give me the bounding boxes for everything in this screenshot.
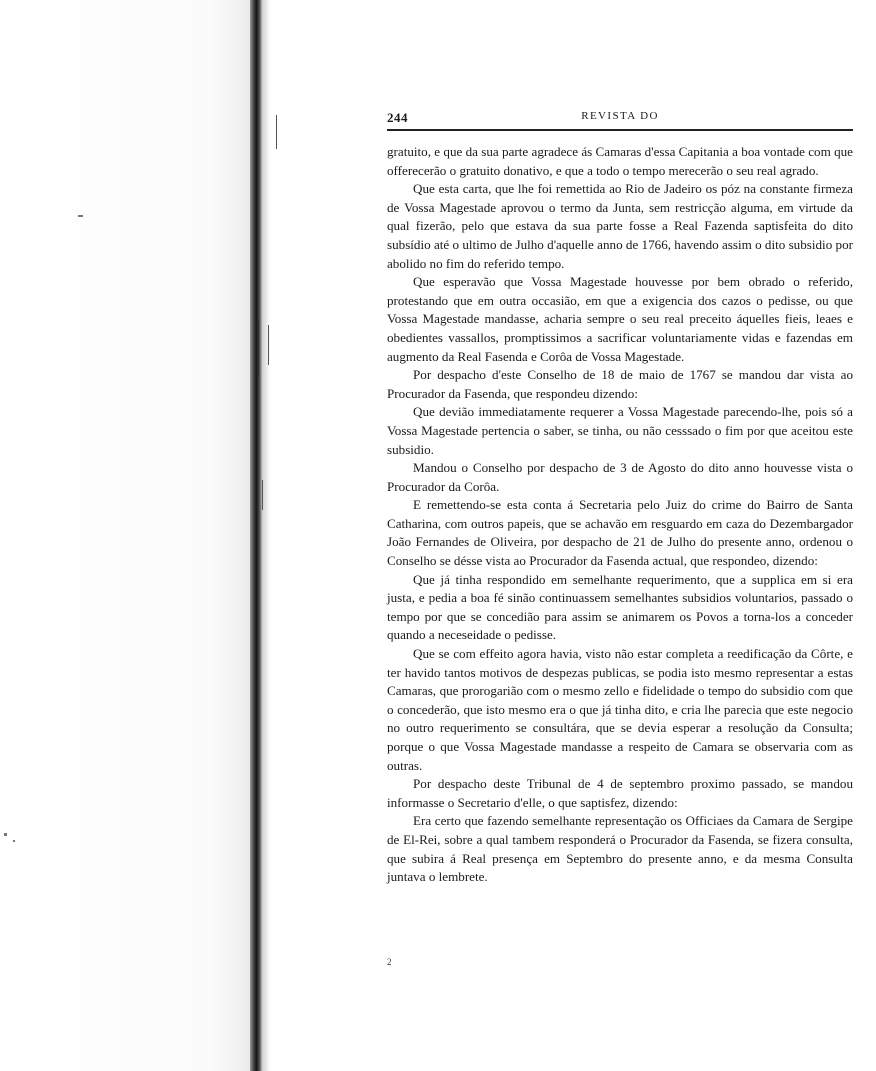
header-rule bbox=[387, 129, 853, 131]
paragraph: E remettendo-se esta conta á Secretaria pelo Juiz do crime do Bairro de Santa Catharina, com outros papeis, que se achavão em resguardo em caza do Dezembargador João Fernandes de Oliveira, por despacho de 21 de Julho do presente anno, ordenou o Conselho se désse vista ao Procurador da Fasenda actual, que respondeo, dizendo: bbox=[387, 497, 853, 569]
book-spine bbox=[250, 0, 262, 1071]
running-head: REVISTA DO bbox=[581, 110, 659, 122]
paragraph: Era certo que fazendo semelhante representação os Officiaes da Camara de Sergipe de El-Rei, sobre a qual tambem responderá o Procurador da Fasenda, se fizera consulta, que subira á Real presença em Septembro do presente anno, e da mesma Consulta juntava o lembrete. bbox=[387, 813, 853, 885]
book-page bbox=[387, 108, 853, 887]
scan-mark bbox=[262, 480, 263, 510]
paragraph: Que já tinha respondido em semelhante requerimento, que a supplica em si era justa, e pedia a boa fé sinão continuassem semelhantes subsidios voluntarios, passado o tempo por que se concedião para assim se animarem os Povos a torna-los a conceder quando a neceseidade o pedisse. bbox=[387, 571, 853, 643]
scan-speck bbox=[13, 840, 15, 842]
body-text bbox=[387, 143, 853, 887]
scan-mark bbox=[276, 115, 277, 149]
paragraph: Mandou o Conselho por despacho de 3 de Agosto do dito anno houvesse vista o Procurador da Corôa. bbox=[387, 460, 853, 494]
scan-mark bbox=[268, 325, 269, 365]
paragraph: Por despacho deste Tribunal de 4 de septembro proximo passado, se mandou informasse o Secretario d'elle, o que saptisfez, dizendo: bbox=[387, 776, 853, 810]
paragraph: gratuito, e que da sua parte agradece ás Camaras d'essa Capitania a boa vontade com que offerecerão o gratuito donativo, e que a todo o tempo merecerão o seu real agrado. bbox=[387, 144, 853, 178]
scan-mark bbox=[258, 318, 259, 378]
page-number: 244 bbox=[387, 110, 408, 125]
scan-speck bbox=[78, 215, 83, 217]
page-gutter bbox=[0, 0, 262, 1071]
signature-mark: 2 bbox=[387, 957, 392, 967]
paragraph: Que devião immediatamente requerer a Vossa Magestade parecendo-lhe, pois só a Vossa Magestade pertencia o saber, se tinha, ou não cesssado o fim por que aceitou este subsidio. bbox=[387, 404, 853, 457]
paragraph: Que se com effeito agora havia, visto não estar completa a reedificação da Côrte, e ter havido tantos motivos de despezas publicas, se podia isto mesmo representar a estas Camaras, que prorogarião com o mesmo zello e fidelidade o tempo do subsidio com que o concederão, que isto mesmo era o que já tinha dito, e cria lhe parecia que este negocio no outro requerimento se consultára, que se devia esperar a resolução da Consulta; porque o que Vossa Magestade mandasse a respeito de Camara se observaria com as outras. bbox=[387, 646, 853, 773]
paragraph: Por despacho d'este Conselho de 18 de maio de 1767 se mandou dar vista ao Procurador da Fasenda, que respondeu dizendo: bbox=[387, 367, 853, 401]
spine-edge bbox=[262, 0, 270, 1071]
page-header bbox=[387, 108, 853, 126]
paragraph: Que esta carta, que lhe foi remettida ao Rio de Jadeiro os póz na constante firmeza de Vossa Magestade aprovou o termo da Junta, sem restricção alguma, em virtude da qual fizerão, pelo que estava da sua parte fosse a Real Fazenda saptisfeita do dito subsídio até o ultimo de Julho d'aquelle anno de 1766, havendo assim o dito subsidio por abolido no fim do referido tempo. bbox=[387, 181, 853, 271]
paragraph: Que esperavão que Vossa Magestade houvesse por bem obrado o referido, protestando que em outra occasião, em que a exigencia dos cazos o pedisse, ou que Vossa Magestade mandasse, acharia sempre o seu real preceito áquelles fieis, leaes e obedientes vassallos, promptissimos a sacrificar voluntariamente vidas e fazendas em augmento da Real Fasenda e Corôa de Vossa Magestade. bbox=[387, 274, 853, 364]
scan-speck bbox=[4, 833, 7, 836]
